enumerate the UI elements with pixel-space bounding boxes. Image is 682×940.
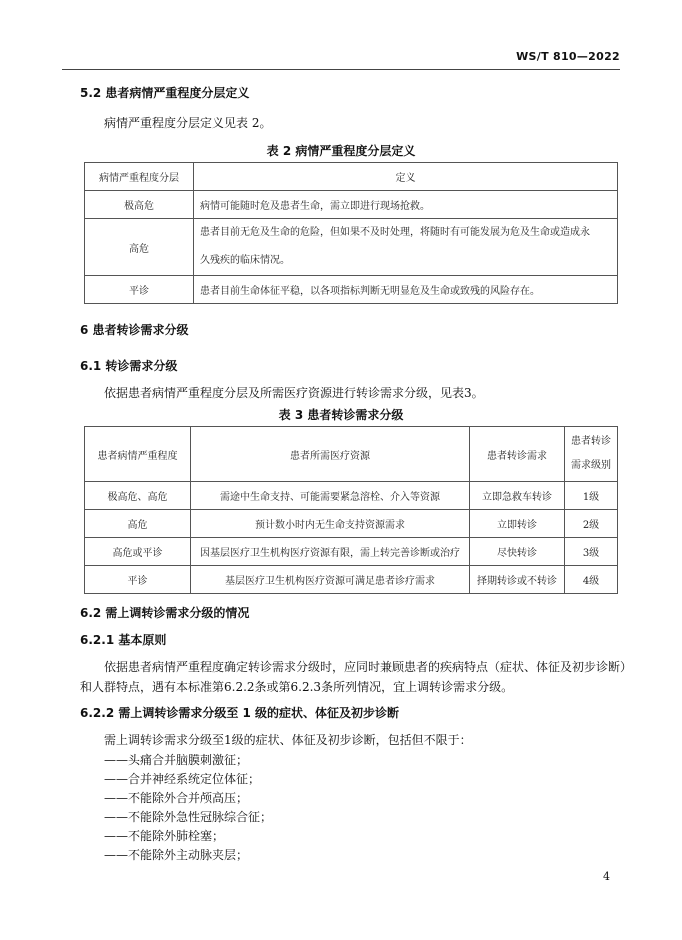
table-row xyxy=(85,191,618,219)
resource-cell: 基层医疗卫生机构医疗资源可满足患者诊疗需求 xyxy=(191,566,470,594)
table-2-col-level: 病情严重程度分层 xyxy=(85,163,194,191)
severity-cell: 极高危、高危 xyxy=(85,482,191,510)
section-6-2-2-heading: 6.2.2 需上调转诊需求分级至 1 级的症状、体征及初步诊断 xyxy=(80,706,400,720)
table-2-caption: 表 2 病情严重程度分层定义 xyxy=(266,144,416,158)
table-3-col-grade xyxy=(565,427,618,482)
need-cell: 择期转诊或不转诊 xyxy=(470,566,565,594)
section-6-2-1-heading: 6.2.1 基本原则 xyxy=(80,633,167,647)
need-cell: 尽快转诊 xyxy=(470,538,565,566)
section-6-heading: 6 患者转诊需求分级 xyxy=(80,323,189,337)
grade-cell: 3级 xyxy=(565,538,618,566)
definition-line: 久残疾的临床情况。 xyxy=(200,255,290,266)
page-number: 4 xyxy=(603,870,610,883)
list-item: ——不能除外主动脉夹层； xyxy=(104,848,249,862)
section-6-2-1-line1: 依据患者病情严重程度确定转诊需求分级时，应同时兼顾患者的疾病特点（症状、体征及初步诊断） xyxy=(104,660,633,674)
severity-cell: 平诊 xyxy=(85,276,194,304)
table-row xyxy=(85,566,618,594)
grade-cell: 2级 xyxy=(565,510,618,538)
header-rule xyxy=(62,69,620,70)
table-3-col-resources: 患者所需医疗资源 xyxy=(191,427,470,482)
table-3-col-need: 患者转诊需求 xyxy=(470,427,565,482)
table-3-col-severity: 患者病情严重程度 xyxy=(85,427,191,482)
definition-line: 患者目前无危及生命的危险，但如果不及时处理，将随时有可能发展为危及生命或造成永 xyxy=(200,227,590,238)
table-2-col-definition: 定义 xyxy=(194,163,618,191)
resource-cell: 需途中生命支持、可能需要紧急溶栓、介入等资源 xyxy=(191,482,470,510)
table-2-header-row xyxy=(85,163,618,191)
grade-cell: 4级 xyxy=(565,566,618,594)
list-item: ——不能除外合并颅高压； xyxy=(104,791,249,805)
table-3 xyxy=(84,426,618,594)
table-row xyxy=(85,276,618,304)
table-2 xyxy=(84,162,618,304)
severity-cell: 平诊 xyxy=(85,566,191,594)
list-item: ——合并神经系统定位体征； xyxy=(104,772,261,786)
definition-cell: 患者目前生命体征平稳，以各项指标判断无明显危及生命或致残的风险存在。 xyxy=(194,276,618,304)
list-item: ——头痛合并脑膜刺激征； xyxy=(104,753,249,767)
table-row xyxy=(85,219,618,276)
severity-cell: 极高危 xyxy=(85,191,194,219)
standard-code: WS/T 810—2022 xyxy=(516,50,620,63)
severity-cell: 高危 xyxy=(85,510,191,538)
grade-header-line: 需求级别 xyxy=(571,460,611,471)
list-item: ——不能除外急性冠脉综合征； xyxy=(104,810,273,824)
table-3-header-row xyxy=(85,427,618,482)
severity-cell: 高危 xyxy=(85,219,194,276)
section-6-1-heading: 6.1 转诊需求分级 xyxy=(80,359,178,373)
resource-cell: 预计数小时内无生命支持资源需求 xyxy=(191,510,470,538)
definition-cell xyxy=(194,219,618,276)
section-6-2-1-line2: 和人群特点，遇有本标准第6.2.2条或第6.2.3条所列情况，宜上调转诊需求分级。 xyxy=(80,680,514,694)
list-item: ——不能除外肺栓塞； xyxy=(104,829,225,843)
need-cell: 立即转诊 xyxy=(470,510,565,538)
need-cell: 立即急救车转诊 xyxy=(470,482,565,510)
table-row xyxy=(85,482,618,510)
section-6-1-intro: 依据患者病情严重程度分层及所需医疗资源进行转诊需求分级，见表3。 xyxy=(104,386,484,400)
severity-cell: 高危或平诊 xyxy=(85,538,191,566)
section-6-2-2-intro: 需上调转诊需求分级至1级的症状、体征及初步诊断，包括但不限于： xyxy=(104,733,472,747)
table-row xyxy=(85,510,618,538)
grade-cell: 1级 xyxy=(565,482,618,510)
resource-cell: 因基层医疗卫生机构医疗资源有限，需上转完善诊断或治疗 xyxy=(191,538,470,566)
section-5-2-intro: 病情严重程度分层定义见表 2。 xyxy=(104,116,272,130)
grade-header-line: 患者转诊 xyxy=(571,436,611,447)
table-row xyxy=(85,538,618,566)
section-5-2-heading: 5.2 患者病情严重程度分层定义 xyxy=(80,86,250,100)
table-3-caption: 表 3 患者转诊需求分级 xyxy=(278,408,404,422)
section-6-2-heading: 6.2 需上调转诊需求分级的情况 xyxy=(80,606,250,620)
definition-cell: 病情可能随时危及患者生命，需立即进行现场抢救。 xyxy=(194,191,618,219)
